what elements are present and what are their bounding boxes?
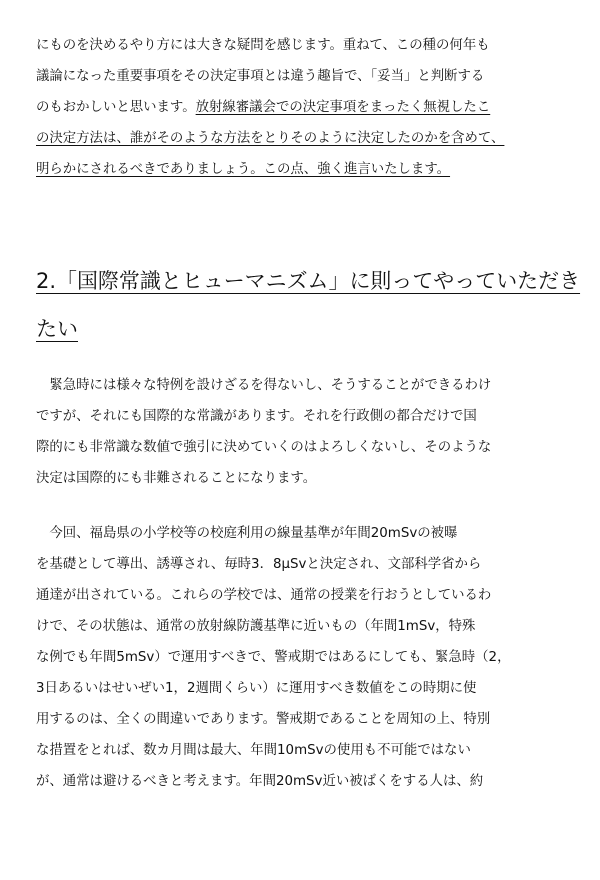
- paragraph-a-line-3: 際的にも非常識な数値で強引に決めていくのはよろしくないし、そのような: [36, 440, 492, 455]
- paragraph1-line-3-underlined: 放射線審議会での決定事項をまったく無視したこ: [195, 100, 491, 115]
- paragraph1-line-2: [36, 68, 484, 86]
- paragraph-b-line-8: な措置をとれば、数カ月間は最大、年間10mSvの使用も不可能ではない: [36, 743, 471, 758]
- paragraph-b-line-5: な例でも年間5mSv）で運用すべきで、警戒期ではあるにしても、緊急時（2，: [36, 650, 511, 665]
- paragraph-a-line-1: 緊急時には様々な特例を設けざるを得ないし、そうすることができるわけ: [36, 378, 492, 393]
- paragraph-b-line-1: 今回、福島県の小学校等の校庭利用の線量基準が年間20mSvの被曝: [36, 526, 458, 541]
- section2-heading-line-1: 2.「国際常識とヒューマニズム」に則ってやっていただき: [36, 269, 581, 293]
- paragraph1-line-5-underlined: 明らかにされるべきでありましょう。この点、強く進言いたします。: [36, 162, 451, 177]
- paragraph1-line-3: [36, 99, 490, 117]
- paragraph1-line-4: [36, 130, 504, 148]
- paragraph-b-line-9: が、通常は避けるべきと考えます。年間20mSv近い被ばくをする人は、約: [36, 774, 484, 789]
- paragraph1-line-5: [36, 161, 450, 179]
- paragraph1-line-1: [36, 37, 490, 55]
- paragraph1-line-1-text: にものを決めるやり方には大きな疑問を感じます。重ねて、この種の何年も: [36, 38, 490, 53]
- paragraph-a-line-2: ですが、それにも国際的な常識があります。それを行政側の都合だけで国: [36, 409, 477, 424]
- section2-heading-line-2: たい: [36, 317, 78, 341]
- paragraph-b-line-2: を基礎として導出、誘導され、毎時3．8μSvと決定され、文部科学省から: [36, 557, 482, 572]
- paragraph1-line-3-text: のもおかしいと思います。: [36, 100, 196, 115]
- paragraph-b-line-3: 通達が出されている。これらの学校では、通常の授業を行おうとしているわ: [36, 588, 492, 603]
- paragraph-b-line-6: 3日あるいはせいぜい1，2週間くらい）に運用すべき数値をこの時期に使: [36, 681, 477, 696]
- paragraph1-line-4-underlined: の決定方法は、誰がそのような方法をとりそのように決定したのかを含めて、: [36, 131, 505, 146]
- paragraph-a-line-4: 決定は国際的にも非難されることになります。: [36, 471, 317, 486]
- paragraph1-line-2-text: 議論になった重要事項をその決定事項とは違う趣旨で、「妥当」と判断する: [36, 69, 485, 84]
- paragraph-b-line-4: けで、その状態は、通常の放射線防護基準に近いもの（年間1mSv，特殊: [36, 619, 476, 634]
- paragraph-b-line-7: 用するのは、全くの間違いであります。警戒期であることを周知の上、特別: [36, 712, 491, 727]
